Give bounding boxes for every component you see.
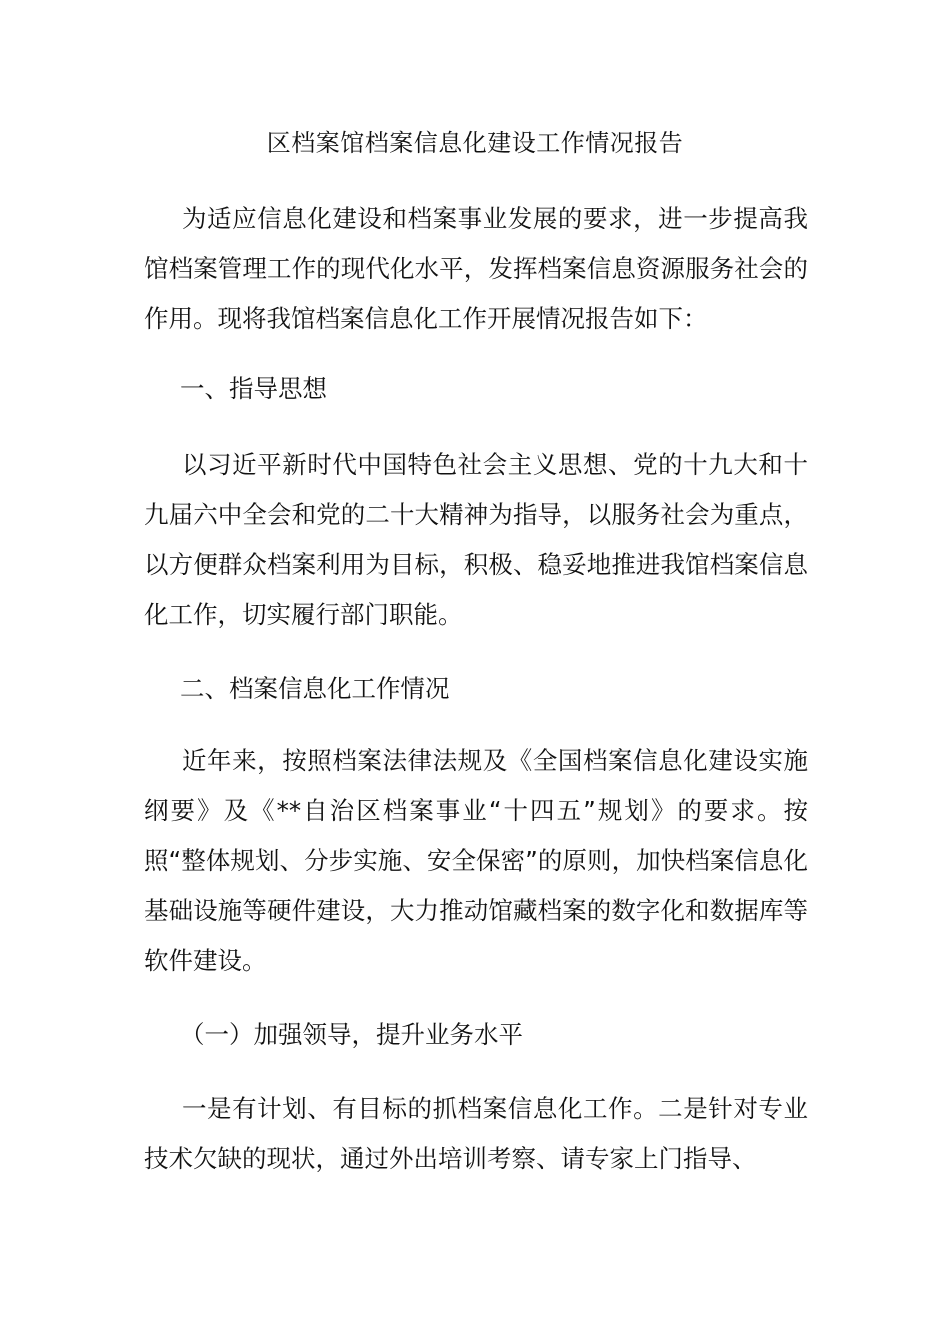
document-title: 区档案馆档案信息化建设工作情况报告 bbox=[266, 129, 684, 157]
section2-body: 近年来，按照档案法律法规及《全国档案信息化建设实施纲要》及《**自治区档案事业“十四五”规划》的要求。按照“整体规划、分步实施、安全保密”的原则，加快档案信息化基础设施等硬件建设，大力推动馆藏档案的数字化和数据库等软件建设。 bbox=[144, 746, 808, 975]
subsection1-heading: （一）加强领导，提升业务水平 bbox=[180, 1020, 523, 1049]
section1-heading: 一、指导思想 bbox=[180, 374, 327, 403]
section2-heading: 二、档案信息化工作情况 bbox=[180, 674, 450, 703]
intro-paragraph: 为适应信息化建设和档案事业发展的要求，进一步提高我馆档案管理工作的现代化水平，发挥档案信息资源服务社会的作用。现将我馆档案信息化工作开展情况报告如下： bbox=[144, 204, 808, 333]
subsection1-body: 一是有计划、有目标的抓档案信息化工作。二是针对专业技术欠缺的现状，通过外出培训考察、请专家上门指导、 bbox=[144, 1094, 808, 1173]
section1-body: 以习近平新时代中国特色社会主义思想、党的十九大和十九届六中全会和党的二十大精神为指导，以服务社会为重点，以方便群众档案利用为目标，积极、稳妥地推进我馆档案信息化工作，切实履行部门职能。 bbox=[144, 450, 808, 629]
